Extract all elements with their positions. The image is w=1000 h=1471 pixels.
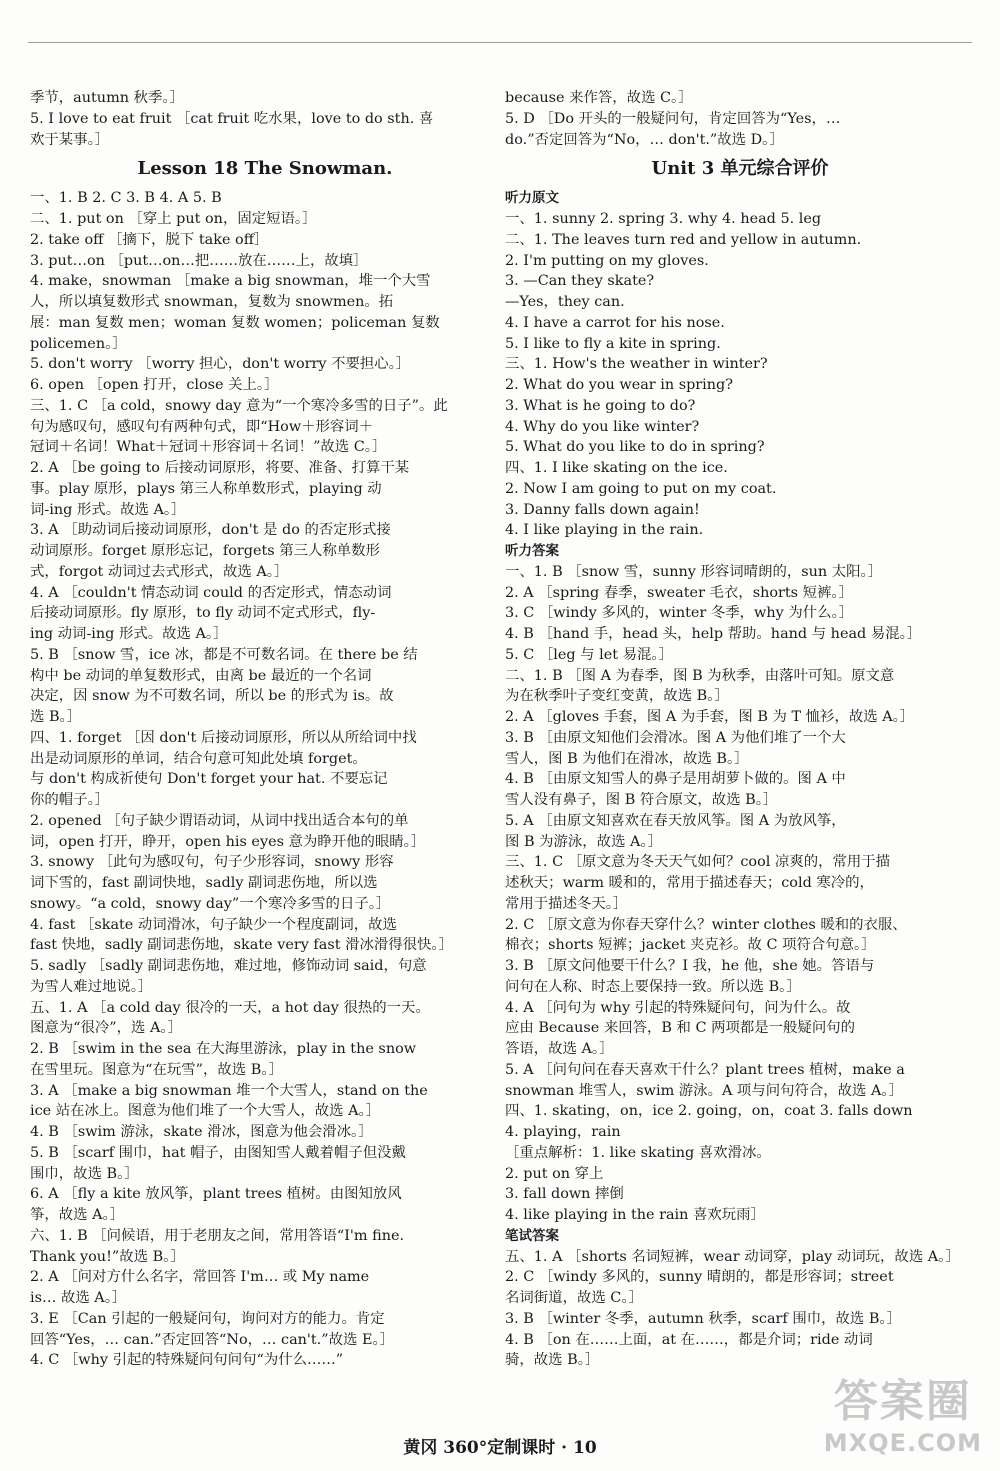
text-line: 二、1. The leaves turn red and yellow in autumn. <box>505 231 862 248</box>
text-line: 4. make，snowman ［make a big snowman，堆一个大雪 <box>30 273 431 290</box>
text-line: 3. put…on ［put…on…把……放在……上，故填］ <box>30 252 368 269</box>
text-line: 4. I have a carrot for his nose. <box>505 314 725 331</box>
text-line: —Yes，they can. <box>505 294 625 310</box>
text-line: 围巾，故选 B。］ <box>30 1165 139 1182</box>
text-line: 3. A ［make a big snowman 堆一个大雪人，stand on the <box>30 1082 428 1099</box>
text-line: 事。play 原形，plays 第三人称单数形式，playing 动 <box>30 480 382 497</box>
text-line: 2. I'm putting on my gloves. <box>505 252 709 269</box>
text-line: 2. B ［swim in the sea 在大海里游泳，play in the snow <box>30 1041 417 1057</box>
text-line: 四、1. I like skating on the ice. <box>505 460 728 476</box>
text-line: 4. playing，rain <box>505 1124 621 1140</box>
text-line: 二、1. put on ［穿上 put on，固定短语。］ <box>30 211 317 227</box>
text-line: 词，open 打开，睁开，open his eyes 意为睁开他的眼睛。］ <box>30 833 426 850</box>
text-line: 6. A ［fly a kite 放风筝，plant trees 植树。由图知放风 <box>30 1186 402 1203</box>
text-line: 3. E ［Can 引起的一般疑问句，询问对方的能力。肯定 <box>30 1310 385 1327</box>
text-line: 与 don't 构成祈使句 Don't forget your hat. 不要忘记 <box>30 771 388 788</box>
text-line: 动词原形。forget 原形忘记，forgets 第三人称单数形 <box>30 543 380 559</box>
text-line: 一、1. B ［snow 雪，sunny 形容词晴朗的，sun 太阳。］ <box>505 563 883 580</box>
text-line: 4. A ［couldn't 情态动词 could 的否定形式，情态动词 <box>30 584 392 601</box>
text-line: 式，forgot 动词过去式形式，故选 A。］ <box>30 563 289 580</box>
text-line: 问句在人称、时态上要保持一致。所以选 B。］ <box>505 978 801 995</box>
text-line: policemen。］ <box>30 335 127 352</box>
text-line: 2. C ［windy 多风的，sunny 晴朗的，都是形容词；street <box>505 1269 894 1286</box>
text-line: 词-ing 形式。故选 A。］ <box>30 501 186 518</box>
text-line: 2. C ［原文意为你春天穿什么？winter clothes 暖和的衣服、 <box>505 916 907 933</box>
text-line: 5. I like to fly a kite in spring. <box>505 335 721 352</box>
text-line: 4. I like playing in the rain. <box>505 522 704 539</box>
header-rule <box>28 42 972 43</box>
text-line: 6. open ［open 打开，close 关上。］ <box>30 377 279 393</box>
subsection-label: 听力答案 <box>505 543 559 559</box>
text-line: 4. Why do you like winter? <box>505 418 700 435</box>
text-line: 棉衣；shorts 短裤；jacket 夹克衫。故 C 项符合句意。］ <box>505 937 876 954</box>
text-line: 5. A ［由原文知喜欢在春天放风筝。图 A 为放风筝， <box>505 812 846 829</box>
text-line: 5. sadly ［sadly 副词悲伤地，难过地，修饰动词 said，句意 <box>30 958 427 974</box>
text-line: 4. B ［swim 游泳，skate 滑冰，图意为他会滑冰。］ <box>30 1124 373 1140</box>
text-line: 三、1. C ［a cold，snowy day 意为“一个寒冷多雪的日子”。此 <box>30 397 448 414</box>
watermark <box>824 1365 982 1457</box>
text-line: 2. take off ［摘下，脱下 take off］ <box>30 231 269 248</box>
watermark-url: MXQE.COM <box>823 1429 982 1457</box>
footer-text: 黄冈 360°定制课时 · 10 <box>403 1438 597 1458</box>
text-line: ing 动词-ing 形式。故选 A。］ <box>30 626 228 642</box>
text-line: 5. B ［scarf 围巾，hat 帽子，由图知雪人戴着帽子但没戴 <box>30 1144 406 1161</box>
text-line: 2. A ［be going to 后接动词原形，将要、准备、打算干某 <box>30 460 410 476</box>
text-line: 3. B ［原文问他要干什么？I 我，he 他，she 她。答语与 <box>505 958 875 974</box>
text-line: 一、1. B 2. C 3. B 4. A 5. B <box>30 190 222 207</box>
text-line: 你的帽子。］ <box>30 792 110 808</box>
text-line: 为雪人难过地说。］ <box>30 978 153 995</box>
text-line: 决定，因 snow 为不可数名词，所以 be 的形式为 is。故 <box>30 688 394 705</box>
text-line: 4. B ［hand 手，head 头，help 帮助。hand 与 head 易混。］ <box>505 626 922 642</box>
left-column <box>30 88 500 1371</box>
text-line: 述秋天；warm 暖和的，常用于描述春天；cold 寒冷的， <box>505 875 874 891</box>
text-line: 句为感叹句，感叹句有两种句式，即“How＋形容词＋ <box>30 418 374 435</box>
text-line: 回答“Yes，… can.”否定回答“No，… can't.”故选 E。］ <box>30 1331 395 1348</box>
text-line: 雪人，图 B 为他们在滑冰，故选 B。］ <box>505 750 749 767</box>
text-line: 2. A ［gloves 手套，图 A 为手套，图 B 为 T 恤衫，故选 A。］ <box>505 709 915 725</box>
text-line: Thank you!”故选 B。］ <box>30 1248 185 1265</box>
watermark-main: 答案圈 <box>833 1376 972 1427</box>
text-line: 4. fast ［skate 动词滑冰，句子缺少一个程度副词，故选 <box>30 916 397 933</box>
text-line: 名词街道，故选 C。］ <box>505 1290 643 1306</box>
text-line: 4. B ［由原文知雪人的鼻子是用胡萝卜做的。图 A 中 <box>505 771 846 788</box>
text-line: 出是动词原形的单词，结合句意可知此处填 forget。 <box>30 750 367 767</box>
text-line: 2. A ［spring 春季，sweater 毛衣，shorts 短裤。］ <box>505 584 853 601</box>
text-line: 应由 Because 来回答，B 和 C 两项都是一般疑问句的 <box>505 1020 855 1037</box>
text-line: 在雪里玩。图意为“在玩雪”，故选 B。］ <box>30 1061 283 1078</box>
text-line: 3. B ［由原文知他们会滑冰。图 A 为他们堆了一个大 <box>505 729 846 746</box>
text-line: 4. A ［问句为 why 引起的特殊疑问句，问为什么。故 <box>505 999 851 1016</box>
text-line: 雪人没有鼻子，图 B 符合原文，故选 B。］ <box>505 792 778 808</box>
text-line: ice 站在冰上。图意为他们堆了一个大雪人，故选 A。］ <box>30 1103 381 1120</box>
text-line: 二、1. B ［图 A 为春季，图 B 为秋季，由落叶可知。原文意 <box>505 667 895 684</box>
text-line: 4. B ［on 在……上面，at 在……，都是介词；ride 动词 <box>505 1331 873 1348</box>
text-line: 筝，故选 A。］ <box>30 1207 125 1223</box>
text-line: 五、1. A ［a cold day 很冷的一天，a hot day 很热的一天。 <box>30 999 430 1016</box>
section-heading: Unit 3 单元综合评价 <box>651 158 829 180</box>
text-line: 季节，autumn 秋季。］ <box>30 90 184 106</box>
text-line: 人，所以填复数形式 snowman，复数为 snowmen。拓 <box>30 294 394 310</box>
text-line: 2. What do you wear in spring? <box>505 377 733 393</box>
text-line: 为在秋季叶子变红变黄，故选 B。］ <box>505 688 729 705</box>
text-line: 5. A ［问句问在春天喜欢干什么？plant trees 植树，make a <box>505 1061 905 1078</box>
text-line: 冠词＋名词！What＋冠词＋形容词＋名词！”故选 C。］ <box>30 439 387 456</box>
text-line: is… 故选 A。］ <box>30 1290 127 1306</box>
text-line: 2. put on 穿上 <box>505 1165 604 1182</box>
text-line: 3. B ［winter 冬季，autumn 秋季，scarf 围巾，故选 B。］ <box>505 1310 902 1327</box>
text-line: 5. What do you like to do in spring? <box>505 439 765 456</box>
text-line: 六、1. B ［问候语，用于老朋友之间，常用答语“I'm fine. <box>30 1227 405 1244</box>
text-line: 5. I love to eat fruit ［cat fruit 吃水果，love to do sth. 喜 <box>30 110 434 127</box>
text-line: snowman 堆雪人，swim 游泳。A 项与问句符合，故选 A。］ <box>505 1082 903 1099</box>
text-line: 3. fall down 摔倒 <box>505 1186 624 1203</box>
text-line: 后接动词原形。fly 原形，to fly 动词不定式形式，fly- <box>30 605 376 622</box>
text-line: 四、1. skating，on，ice 2. going，on，coat 3. falls down <box>505 1103 913 1120</box>
text-line: 常用于描述冬天。］ <box>505 895 628 912</box>
text-line: 欢于某事。］ <box>30 131 110 148</box>
text-line: because 来作答，故选 C。］ <box>505 90 693 106</box>
text-line: 四、1. forget ［因 don't 后接动词原形，所以从所给词中找 <box>30 729 417 746</box>
text-line: 答语，故选 A。］ <box>505 1041 614 1057</box>
text-line: 三、1. C ［原文意为冬天天气如何？cool 凉爽的，常用于描 <box>505 854 891 871</box>
subsection-label: 听力原文 <box>505 190 559 207</box>
text-line: 5. B ［snow 雪，ice 冰，都是不可数名词。在 there be 结 <box>30 646 418 663</box>
text-line: 4. C ［why 引起的特殊疑问句问句“为什么……” <box>30 1352 344 1369</box>
text-line: 5. don't worry ［worry 担心，don't worry 不要担心。］ <box>30 356 411 373</box>
text-line: 一、1. sunny 2. spring 3. why 4. head 5. leg <box>505 211 822 227</box>
text-line: 2. opened ［句子缺少谓语动词，从词中找出适合本句的单 <box>30 812 409 829</box>
text-line: 图意为“很冷”，选 A。］ <box>30 1020 182 1037</box>
text-line: do.”否定回答为“No，… don't.”故选 D。］ <box>505 131 784 148</box>
text-line: fast 快地，sadly 副词悲伤地，skate very fast 滑冰滑得很快。］ <box>30 937 454 954</box>
text-line: 3. —Can they skate? <box>505 273 655 290</box>
text-line: 骑，故选 B。］ <box>505 1352 600 1369</box>
text-line: 展：man 复数 men；woman 复数 women；policeman 复数 <box>30 314 440 331</box>
text-line: 图 B 为游泳，故选 A。］ <box>505 833 663 850</box>
text-line: 构中 be 动词的单复数形式，由离 be 最近的一个名词 <box>30 667 372 684</box>
text-line: 五、1. A ［shorts 名词短裤，wear 动词穿，play 动词玩，故选 A。］ <box>505 1248 960 1265</box>
text-line: snowy。“a cold，snowy day”一个寒冷多雪的日子。］ <box>30 895 391 912</box>
text-line: 选 B。］ <box>30 709 82 725</box>
text-line: 5. C ［leg 与 let 易混。］ <box>505 646 673 663</box>
text-line: 3. C ［windy 多风的，winter 冬季，why 为什么。］ <box>505 605 854 622</box>
text-line: 3. A ［助动词后接动词原形，don't 是 do 的否定形式接 <box>30 522 391 539</box>
text-line: 3. snowy ［此句为感叹句，句子少形容词，snowy 形容 <box>30 854 394 871</box>
subsection-label: 笔试答案 <box>505 1227 559 1244</box>
text-line: 2. A ［问对方什么名字，常回答 I'm… 或 My name <box>30 1269 370 1286</box>
text-line: 三、1. How's the weather in winter? <box>505 356 768 373</box>
text-line: 2. Now I am going to put on my coat. <box>505 480 777 497</box>
text-line: 3. Danny falls down again! <box>505 501 700 518</box>
text-line: 词下雪的，fast 副词快地，sadly 副词悲伤地，所以选 <box>30 875 378 891</box>
text-line: 5. D ［Do 开头的一般疑问句，肯定回答为“Yes，… <box>505 110 841 127</box>
section-heading: Lesson 18 The Snowman. <box>137 158 393 180</box>
right-column <box>505 88 975 1371</box>
text-line: 4. like playing in the rain 喜欢玩雨］ <box>505 1207 765 1223</box>
text-line: 3. What is he going to do? <box>505 397 696 414</box>
text-line: ［重点解析：1. like skating 喜欢滑冰。 <box>505 1144 771 1161</box>
